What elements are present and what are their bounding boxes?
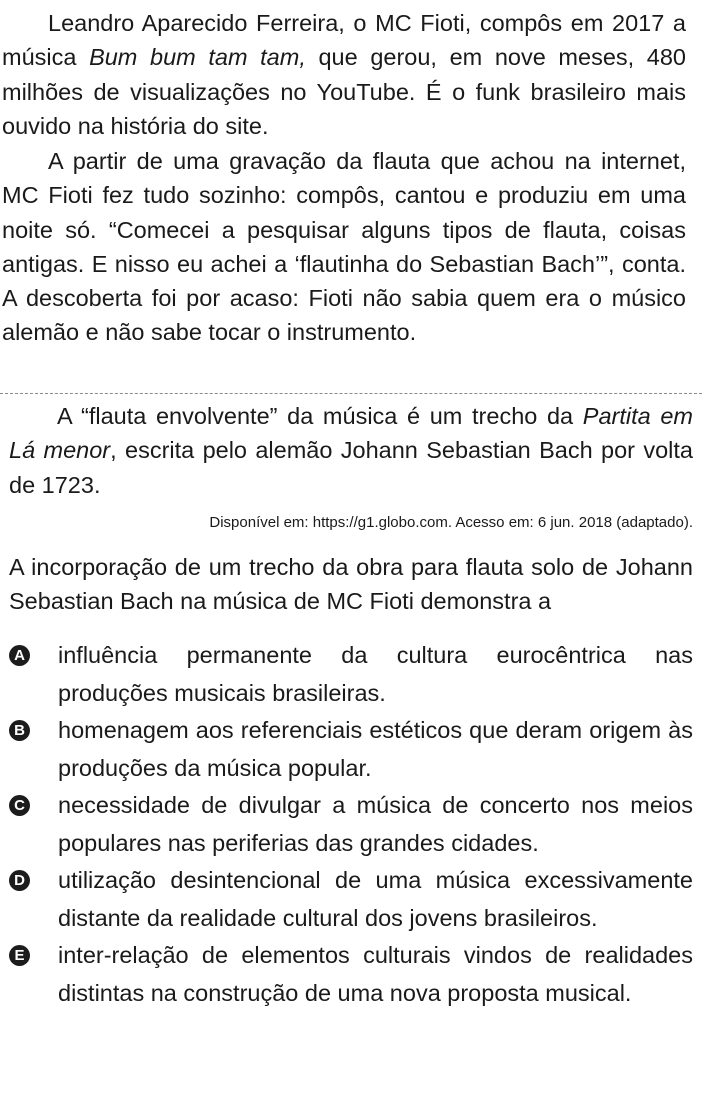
option-letter-badge: E: [9, 945, 30, 966]
option-text: influência permanente da cultura eurocêntrica nas produções musicais brasileiras.: [58, 642, 693, 706]
option-d[interactable]: [9, 862, 693, 937]
text-segment: A partir de uma gravação da flauta que achou na internet, MC Fioti fez tudo sozinho: compôs, cantou e produziu em uma noite só. “Comecei a pesquisar alguns tipos de flauta, coisas antigas. E nisso eu achei a ‘flautinha do Sebastian Bach’”, conta. A descoberta foi por acaso: Fioti não sabia quem era o músico alemão e não sabe tocar o instrumento.: [2, 148, 686, 346]
option-a[interactable]: [9, 637, 693, 712]
text-paragraph-3: [9, 399, 693, 502]
option-text: utilização desintencional de uma música excessivamente distante da realidade cultural dos jovens brasileiros.: [58, 867, 693, 931]
option-letter-badge: A: [9, 645, 30, 666]
option-c[interactable]: [9, 787, 693, 862]
italic-text: Partita em Lá menor: [9, 403, 693, 464]
option-text: inter-relação de elementos culturais vindos de realidades distintas na construção de uma nova proposta musical.: [58, 942, 693, 1006]
source-citation: Disponível em: https://g1.globo.com. Acesso em: 6 jun. 2018 (adaptado).: [209, 514, 693, 531]
question-stem: A incorporação de um trecho da obra para flauta solo de Johann Sebastian Bach na música de MC Fioti demonstra a: [9, 554, 693, 615]
option-e[interactable]: [9, 937, 693, 1012]
option-b[interactable]: [9, 712, 693, 787]
text-segment: , escrita pelo alemão Johann Sebastian Bach por volta de 1723.: [9, 437, 693, 498]
option-letter-badge: C: [9, 795, 30, 816]
italic-text: Bum bum tam tam,: [89, 44, 306, 71]
option-text: homenagem aos referenciais estéticos que deram origem às produções da música popular.: [58, 717, 693, 781]
text-segment: A “flauta envolvente” da música é um trecho da: [57, 403, 583, 429]
text-paragraph-2: [2, 144, 686, 350]
text-segment: que gerou, em nove meses, 480 milhões de visualizações no YouTube. É o funk brasileiro mais ouvido na história do site.: [2, 44, 687, 139]
text-paragraph-1: [2, 6, 686, 143]
option-letter-badge: D: [9, 870, 30, 891]
dashed-divider: [0, 393, 702, 394]
option-letter-badge: B: [9, 720, 30, 741]
answer-options: [9, 637, 693, 1012]
option-text: necessidade de divulgar a música de concerto nos meios populares nas periferias das grandes cidades.: [58, 792, 693, 856]
text-segment: Leandro Aparecido Ferreira, o MC Fioti, compôs em 2017 a música: [2, 10, 686, 71]
